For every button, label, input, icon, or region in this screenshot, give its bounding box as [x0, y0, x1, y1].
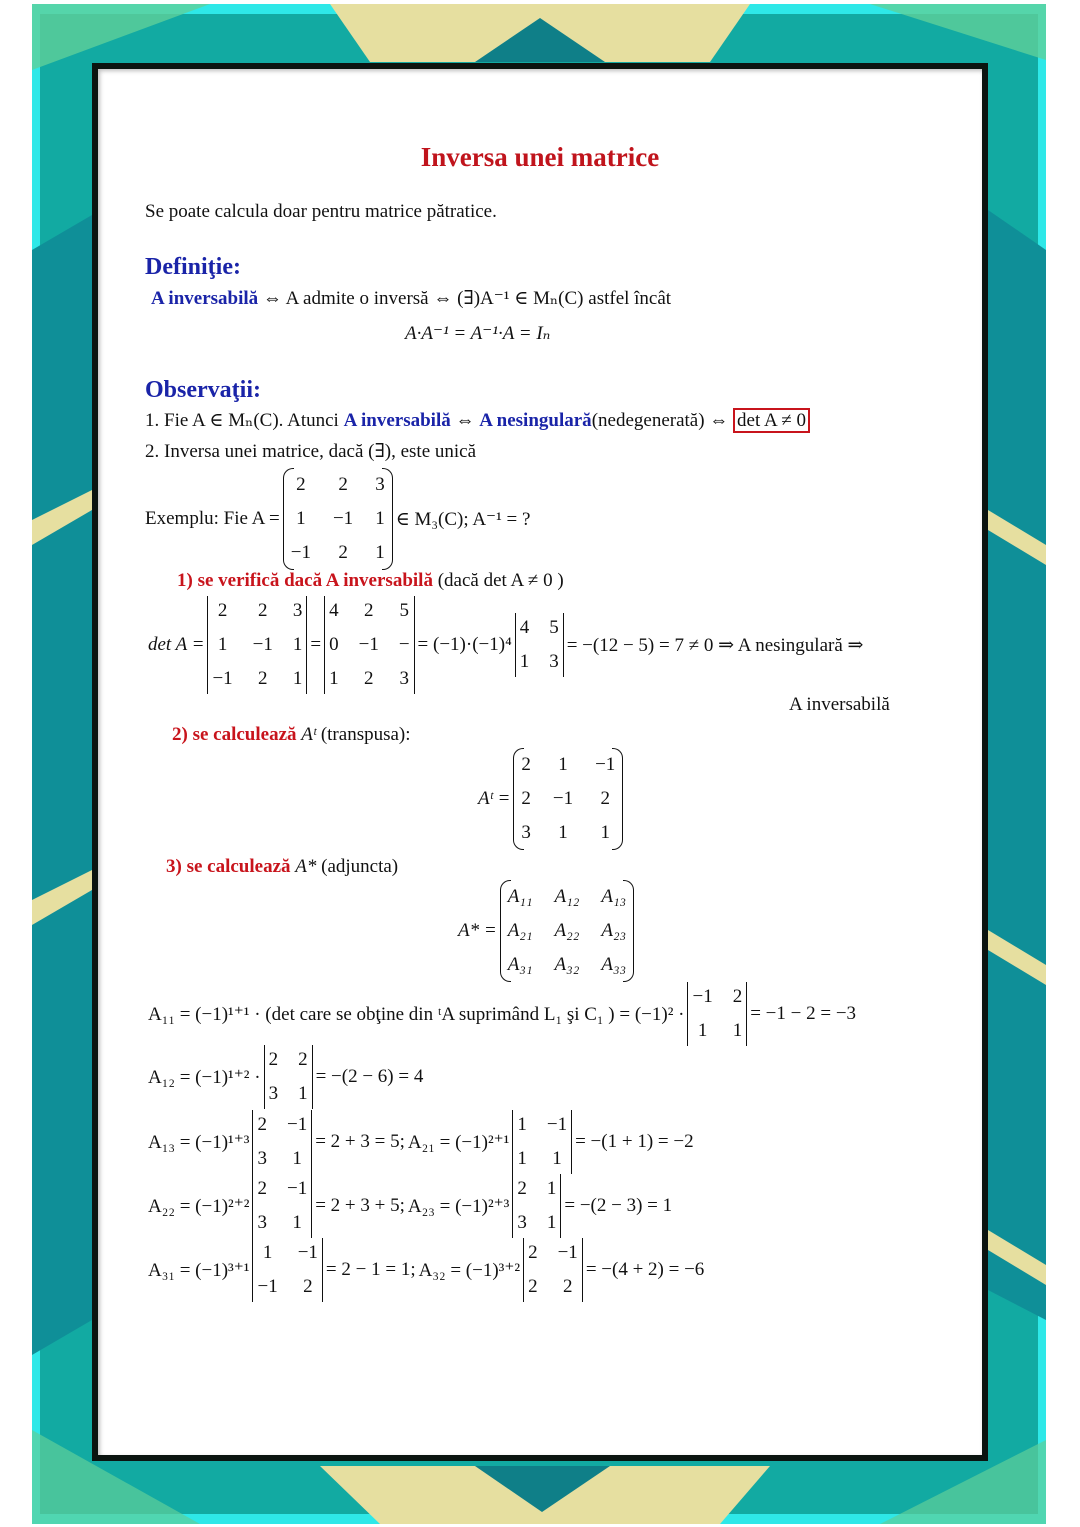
- matrix-cell: 1: [732, 1020, 743, 1041]
- matrix-cell: 4: [329, 600, 339, 621]
- step-1: [177, 570, 564, 592]
- matrix-cell: −1: [286, 1114, 308, 1135]
- matrix-cell: 1: [262, 1242, 273, 1263]
- det-matrix-1: [207, 596, 307, 694]
- matrix-cell: 1: [558, 754, 568, 775]
- matrix-cell: 5: [399, 600, 409, 621]
- matrix-cell: 2: [562, 1276, 573, 1297]
- matrix-cell: 2: [363, 600, 374, 621]
- adjugate-label: A* =: [458, 920, 497, 941]
- matrix-cell: 2: [257, 1178, 267, 1199]
- det-matrix-2: [324, 596, 414, 694]
- matrix-cell: 0: [329, 634, 339, 655]
- matrix-cell: −1: [257, 1276, 278, 1297]
- transpose-matrix: [513, 748, 623, 850]
- matrix-cell: 3: [399, 668, 409, 689]
- matrix-cell: 2: [528, 1276, 538, 1297]
- matrix-cell: A₃₃: [601, 954, 627, 975]
- matrix-cell: 2: [258, 600, 268, 621]
- cofactor-a31-a32: [148, 1238, 707, 1302]
- example-line: [145, 468, 533, 570]
- matrix-cell: A₂₃: [601, 920, 627, 941]
- transpose-equation: [478, 748, 626, 850]
- matrix-cell: 1: [298, 1083, 308, 1104]
- matrix-cell: 3: [292, 600, 303, 621]
- definition-heading: Definiţie:: [145, 254, 241, 280]
- adjugate-matrix: [500, 880, 634, 982]
- cofactor-a31-lhs: A₃₁ = (−1)³⁺¹: [148, 1259, 250, 1281]
- matrix-cell: 1: [552, 1148, 562, 1169]
- step-1-label: 1) se verifică dacă A inversabilă: [177, 570, 433, 591]
- matrix-cell: 1: [375, 508, 385, 529]
- matrix-cell: 1: [519, 651, 530, 672]
- cofactor-a23-lhs: A₂₃ = (−1)²⁺³: [407, 1195, 510, 1217]
- cofactor-a22-det: [252, 1174, 312, 1238]
- cofactor-a13-rhs: = 2 + 3 = 5;: [315, 1131, 405, 1152]
- observation-1: [145, 409, 810, 432]
- matrix-cell: 1: [292, 668, 303, 689]
- matrix-cell: −1: [595, 754, 616, 775]
- det-matrix-3: [515, 613, 564, 677]
- matrix-cell: 2: [600, 788, 610, 809]
- matrix-cell: 2: [258, 668, 268, 689]
- step-1-note: (dacă det A ≠ 0 ): [437, 570, 564, 591]
- matrix-cell: 2: [521, 754, 531, 775]
- matrix-cell: 5: [549, 617, 559, 638]
- cofactor-a12-rhs: = −(2 − 6) = 4: [315, 1066, 424, 1087]
- matrix-cell: −1: [546, 1114, 568, 1135]
- matrix-cell: 2: [298, 1049, 308, 1070]
- step-2-symbol: Aᵗ: [301, 724, 317, 745]
- definition-term: A inversabilă: [151, 288, 259, 309]
- det-result: = −(12 − 5) = 7 ≠ 0 ⇒ A nesingulară ⇒: [566, 634, 864, 656]
- cofactor-a23-det: [512, 1174, 561, 1238]
- observation-1-prefix: 1. Fie A ∈ Mₙ(C). Atunci: [145, 410, 339, 431]
- cofactor-a32-lhs: A₃₂ = (−1)³⁺²: [418, 1259, 521, 1281]
- matrix-cell: 2: [296, 474, 306, 495]
- matrix-cell: −1: [212, 668, 233, 689]
- matrix-cell: A₂₂: [554, 920, 580, 941]
- step-2-note: (transpusa):: [320, 724, 411, 745]
- matrix-cell: 1: [292, 1148, 302, 1169]
- matrix-cell: −1: [252, 634, 273, 655]
- matrix-cell: −1: [290, 542, 311, 563]
- matrix-cell: 2: [528, 1242, 538, 1263]
- observation-1-term2: A nesingulară: [479, 410, 592, 431]
- determinant-calculation: det A = 2 2 3 1 −1 1 −1 2 1 = 4 2 5 0 −1 − 1 2 3 = (−1)·(−1)⁴ 4 5 1 3 = −(12 − 5) = 7 ≠ 0 ⇒ A nesingulară ⇒: [148, 596, 866, 694]
- cofactor-a21-det: [512, 1110, 572, 1174]
- det-mid: = (−1)·(−1)⁴: [417, 634, 512, 655]
- adjugate-equation: [458, 880, 637, 982]
- observation-1-suffix: (nedegenerată) ⇔: [591, 410, 729, 431]
- matrix-cell: 2: [268, 1049, 279, 1070]
- cofactor-a13-a21: [148, 1110, 697, 1174]
- cofactor-a22-rhs: = 2 + 3 + 5;: [315, 1195, 405, 1216]
- matrix-cell: 3: [257, 1212, 267, 1233]
- matrix-cell: A₁₂: [554, 886, 580, 907]
- example-label: Exemplu: Fie A =: [145, 508, 280, 529]
- highlight-box-det: det A ≠ 0: [733, 408, 810, 433]
- cofactor-a21-lhs: A₂₁ = (−1)²⁺¹: [407, 1131, 510, 1153]
- intro-text: Se poate calcula doar pentru matrice pătratice.: [145, 201, 497, 222]
- matrix-cell: 2: [521, 788, 531, 809]
- cofactor-a11-det: [687, 982, 747, 1046]
- equivalence-arrow: ⇔: [455, 410, 475, 431]
- cofactor-a23-rhs: = −(2 − 3) = 1: [564, 1195, 673, 1216]
- transpose-label: Aᵗ =: [478, 788, 511, 809]
- cofactor-a22-lhs: A₂₂ = (−1)²⁺²: [148, 1195, 250, 1217]
- observation-1-term1: A inversabilă: [343, 410, 451, 431]
- matrix-cell: −1: [557, 1242, 578, 1263]
- step-1-conclusion: A inversabilă: [789, 694, 890, 715]
- matrix-cell: A₁₃: [601, 886, 627, 907]
- matrix-cell: 1: [600, 822, 610, 843]
- det-label: det A =: [148, 634, 205, 655]
- matrix-cell: A₃₂: [554, 954, 580, 975]
- matrix-cell: 2: [257, 1114, 267, 1135]
- matrix-cell: 3: [521, 822, 531, 843]
- step-3-note: (adjuncta): [321, 856, 399, 877]
- cofactor-a11-rhs: = −1 − 2 = −3: [750, 1003, 857, 1024]
- matrix-cell: 2: [338, 542, 348, 563]
- cofactor-a22-a23: [148, 1174, 675, 1238]
- matrix-cell: 1: [292, 634, 303, 655]
- page-title: Inversa unei matrice: [420, 142, 660, 172]
- step-3-label: 3) se calculează: [166, 856, 291, 877]
- cofactor-a31-rhs: = 2 − 1 = 1;: [325, 1259, 416, 1280]
- matrix-cell: 3: [257, 1148, 267, 1169]
- cofactor-a13-det: [252, 1110, 312, 1174]
- observations-heading: Observaţii:: [145, 377, 261, 403]
- matrix-cell: 1: [546, 1212, 557, 1233]
- cofactor-a11: [148, 982, 859, 1046]
- matrix-cell: 2: [303, 1276, 313, 1297]
- matrix-cell: 1: [296, 508, 306, 529]
- matrix-cell: 2: [338, 474, 348, 495]
- matrix-cell: 1: [697, 1020, 708, 1041]
- matrix-cell: 2: [732, 986, 743, 1007]
- matrix-cell: A₂₁: [507, 920, 533, 941]
- matrix-cell: 1: [517, 1114, 527, 1135]
- cofactor-a12-det: [264, 1045, 313, 1109]
- matrix-cell: 2: [217, 600, 228, 621]
- matrix-a: [283, 468, 393, 570]
- matrix-cell: 1: [375, 542, 385, 563]
- cofactor-a32-rhs: = −(4 + 2) = −6: [585, 1259, 705, 1280]
- matrix-cell: 1: [217, 634, 228, 655]
- cofactor-a12: [148, 1045, 426, 1109]
- matrix-cell: −1: [692, 986, 713, 1007]
- matrix-cell: −1: [332, 508, 354, 529]
- matrix-cell: 3: [375, 474, 385, 495]
- matrix-cell: −: [398, 634, 410, 655]
- step-3-symbol: A*: [295, 856, 317, 877]
- definition-text: ⇔ A admite o inversă ⇔ (∃)A⁻¹ ∈ Mₙ(C) astfel încât: [262, 288, 672, 309]
- matrix-cell: 2: [363, 668, 374, 689]
- step-2: [172, 724, 411, 746]
- step-2-label: 2) se calculează: [172, 724, 297, 745]
- matrix-cell: 1: [329, 668, 339, 689]
- matrix-cell: 3: [549, 651, 559, 672]
- definition-line: [151, 287, 671, 310]
- cofactor-a13-lhs: A₁₃ = (−1)¹⁺³: [148, 1131, 250, 1153]
- matrix-cell: 4: [519, 617, 530, 638]
- matrix-cell: 3: [517, 1212, 527, 1233]
- matrix-cell: A₃₁: [507, 954, 533, 975]
- cofactor-a11-lhs: A₁₁ = (−1)¹⁺¹ · (det care se obţine din ᵗA suprimând L₁ şi C₁ ) = (−1)² ·: [148, 1003, 685, 1025]
- matrix-cell: 3: [268, 1083, 279, 1104]
- step-3: [166, 856, 398, 878]
- example-after: ∈ M₃(C); A⁻¹ = ?: [395, 508, 531, 530]
- matrix-cell: −1: [286, 1178, 308, 1199]
- matrix-cell: A₁₁: [507, 886, 533, 907]
- cofactor-a21-rhs: = −(1 + 1) = −2: [575, 1131, 694, 1152]
- matrix-cell: 1: [517, 1148, 527, 1169]
- cofactor-a31-det: [252, 1238, 322, 1302]
- matrix-cell: 1: [546, 1178, 557, 1199]
- cofactor-a32-det: [523, 1238, 583, 1302]
- matrix-cell: 1: [292, 1212, 302, 1233]
- matrix-cell: 1: [558, 822, 568, 843]
- observation-2: 2. Inversa unei matrice, dacă (∃), este unică: [145, 441, 477, 462]
- matrix-cell: −1: [297, 1242, 318, 1263]
- matrix-cell: 2: [517, 1178, 527, 1199]
- cofactor-a12-lhs: A₁₂ = (−1)¹⁺² ·: [148, 1066, 261, 1088]
- matrix-cell: −1: [552, 788, 574, 809]
- definition-formula: A·A⁻¹ = A⁻¹·A = Iₙ: [405, 323, 551, 344]
- matrix-cell: −1: [358, 634, 379, 655]
